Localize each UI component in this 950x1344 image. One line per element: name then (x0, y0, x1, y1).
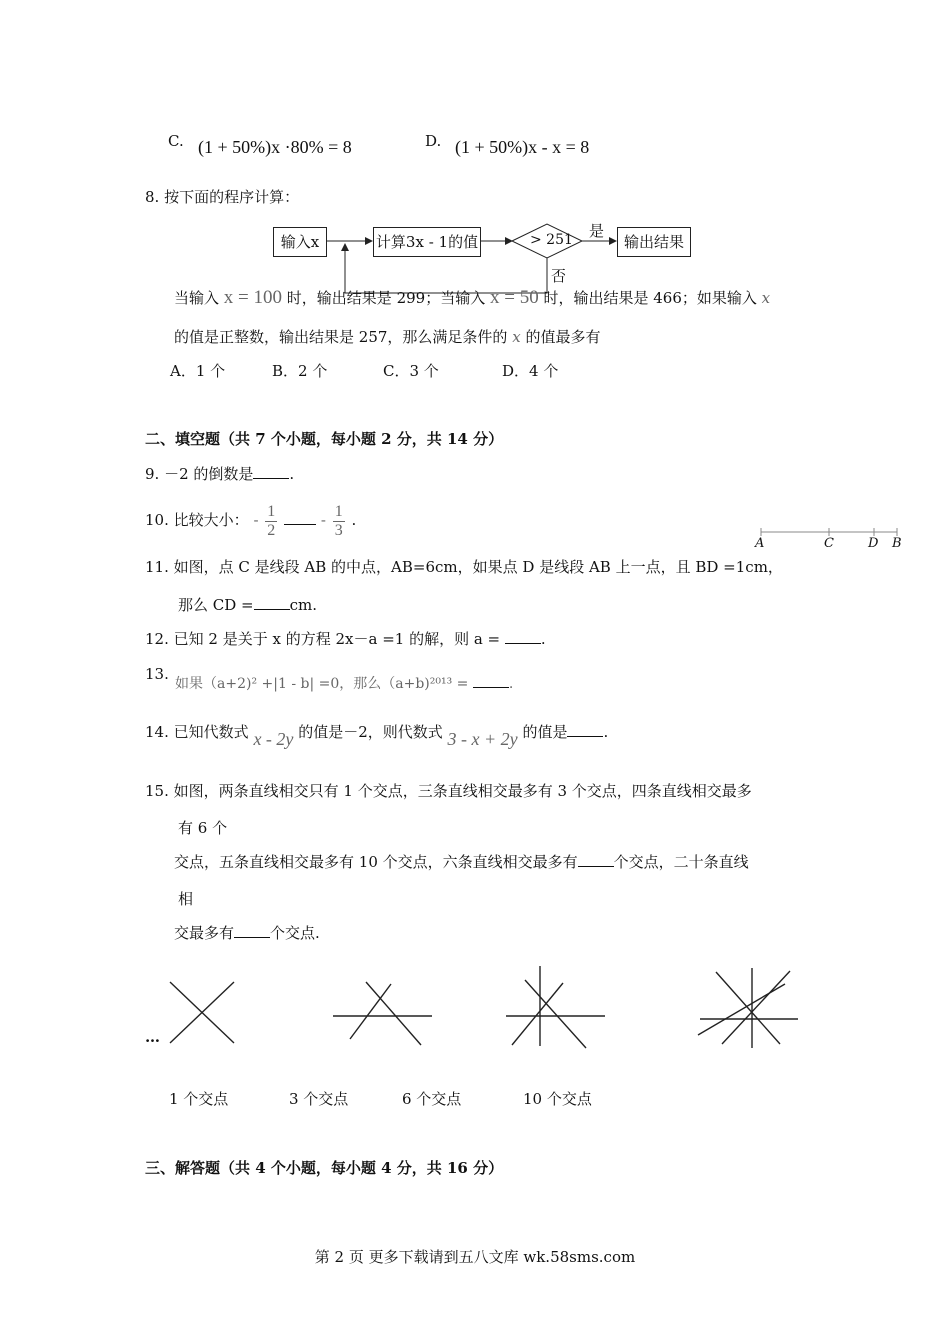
q7-option-c-label: C. (168, 132, 184, 150)
q15-line5 (174, 922, 320, 943)
q15-text-line3b: 个交点，二十条直线 (613, 853, 749, 871)
flow-input-box: 输入x (273, 227, 327, 257)
figure-3-lines (333, 982, 432, 1045)
q15-line3 (174, 851, 749, 872)
q12-answer-blank[interactable] (505, 629, 541, 644)
q9-number: 9. (145, 465, 160, 483)
q10-fraction-third-num: 1 (334, 502, 343, 520)
q7-option-d-expr: (1 + 50%)x - x = 8 (455, 137, 590, 157)
q8-option-c: C．3 个 (383, 362, 439, 380)
q14-expr2: 3 - x + 2y (447, 729, 518, 749)
caption-10: 10 个交点 (523, 1090, 592, 1108)
caption-6: 6 个交点 (402, 1090, 462, 1108)
q10-number: 10. (145, 511, 169, 529)
q10-end: . (351, 511, 357, 529)
q14-text-b: 的值是－2，则代数式 (298, 723, 443, 741)
q11-answer-blank[interactable] (254, 595, 290, 610)
q7-option-c-expr: (1 + 50%)x ·80% = 8 (198, 137, 352, 157)
q8-option-a: A．1 个 (170, 362, 226, 380)
q10-minus-1: - (253, 511, 259, 529)
segment-point-a: A (755, 536, 765, 551)
q8-line2-text-b: 的值最多有 (525, 328, 601, 346)
q13 (175, 673, 513, 693)
q14-number: 14. (145, 723, 169, 741)
q9-end: . (289, 465, 295, 483)
q10-fraction-half-den: 2 (267, 521, 276, 539)
q11-text-line2b: cm. (289, 596, 318, 614)
q8-line1-text-c: 时，输出结果是 466；如果输入 (543, 289, 757, 307)
q8-line1-text-a: 当输入 (174, 289, 220, 307)
page-footer: 第 2 页 更多下载请到五八文库 wk.58sms.com (314, 1248, 636, 1266)
q8-eq-x100: x = 100 (223, 287, 283, 308)
figure-4-lines (506, 966, 605, 1048)
q12-text: 已知 2 是关于 x 的方程 2x－a =1 的解，则 a = (173, 630, 501, 648)
q8-line2-var-x: x (512, 328, 521, 346)
q10-answer-blank[interactable] (284, 510, 316, 525)
flow-condition-label: > 251 (530, 232, 573, 248)
q8-line2 (174, 326, 600, 347)
figure-2-lines (170, 982, 234, 1043)
q13-text: 如果（a+2)² +|1 - b| =0，那么（a+b)²⁰¹³ = (175, 676, 469, 692)
caption-3: 3 个交点 (289, 1090, 349, 1108)
q14-text-a: 已知代数式 (173, 723, 249, 741)
flow-compute-box: 计算3x - 1的值 (373, 227, 481, 257)
q8-eq-x50: x = 50 (489, 287, 539, 308)
q13-number: 13. (145, 665, 169, 683)
q8-line2-text-a: 的值是正整数，输出结果是 257，那么满足条件的 (174, 328, 508, 346)
q8-stem: 8. 按下面的程序计算： (145, 188, 300, 206)
q13-answer-blank[interactable] (473, 678, 509, 688)
q9-text: －2 的倒数是 (164, 465, 254, 483)
flow-yes-label: 是 (589, 222, 605, 240)
q15-number: 15. (145, 782, 169, 800)
q15-ellipsis: … (145, 1028, 160, 1046)
q15-lines-figure (0, 962, 950, 1052)
q15-line1 (145, 780, 752, 801)
q11-line1 (145, 556, 783, 577)
figure-5-lines (698, 968, 798, 1048)
section3-title: 三、解答题（共 4 个小题，每小题 4 分，共 16 分） (145, 1159, 504, 1177)
q10-text: 比较大小： (173, 511, 249, 529)
q8-line1-var-x: x (761, 289, 771, 307)
q8-line1 (174, 287, 770, 309)
q14 (145, 721, 609, 749)
q10-fraction-third-den: 3 (334, 521, 343, 539)
segment-line (0, 526, 950, 538)
q15-line4: 相 (178, 890, 194, 908)
q14-end: . (603, 723, 609, 741)
q8-option-b: B．2 个 (272, 362, 328, 380)
q10-fraction-half-num: 1 (267, 502, 276, 520)
section2-title: 二、填空题（共 7 个小题，每小题 2 分，共 14 分） (145, 430, 504, 448)
q15-answer-blank-2[interactable] (234, 923, 270, 938)
q15-text-line5b: 个交点. (270, 924, 320, 942)
flow-output-box: 输出结果 (617, 227, 691, 257)
q15-text-line3a: 交点，五条直线相交最多有 10 个交点，六条直线相交最多有 (174, 853, 578, 871)
q12 (145, 628, 546, 649)
q15-answer-blank-1[interactable] (578, 852, 614, 867)
q11-text-line2a: 那么 CD = (178, 596, 254, 614)
caption-1: 1 个交点 (169, 1090, 229, 1108)
q11-text-line1: 如图，点 C 是线段 AB 的中点，AB=6cm，如果点 D 是线段 AB 上一点，且 BD =1cm， (173, 558, 783, 576)
q7-option-d-label: D. (425, 132, 442, 150)
q11-number: 11. (145, 558, 169, 576)
q12-end: . (540, 630, 546, 648)
q14-answer-blank[interactable] (567, 722, 603, 737)
q11-line2 (178, 594, 317, 615)
segment-point-d: D (868, 536, 879, 551)
segment-point-c: C (824, 536, 834, 551)
q13-end: . (508, 676, 514, 692)
flow-no-label: 否 (551, 267, 567, 285)
q9-answer-blank[interactable] (253, 464, 289, 479)
q10-minus-2: - (320, 511, 326, 529)
segment-point-b: B (892, 536, 902, 551)
q9 (145, 463, 294, 484)
q12-number: 12. (145, 630, 169, 648)
q8-line1-text-b: 时，输出结果是 299；当输入 (286, 289, 486, 307)
q8-option-d: D．4 个 (502, 362, 559, 380)
q14-expr1: x - 2y (253, 729, 294, 749)
q15-text-line5a: 交最多有 (174, 924, 235, 942)
q15-text-line1: 如图，两条直线相交只有 1 个交点，三条直线相交最多有 3 个交点，四条直线相交最多 (173, 782, 752, 800)
q15-line2: 有 6 个 (178, 819, 228, 837)
q14-text-c: 的值是 (522, 723, 568, 741)
